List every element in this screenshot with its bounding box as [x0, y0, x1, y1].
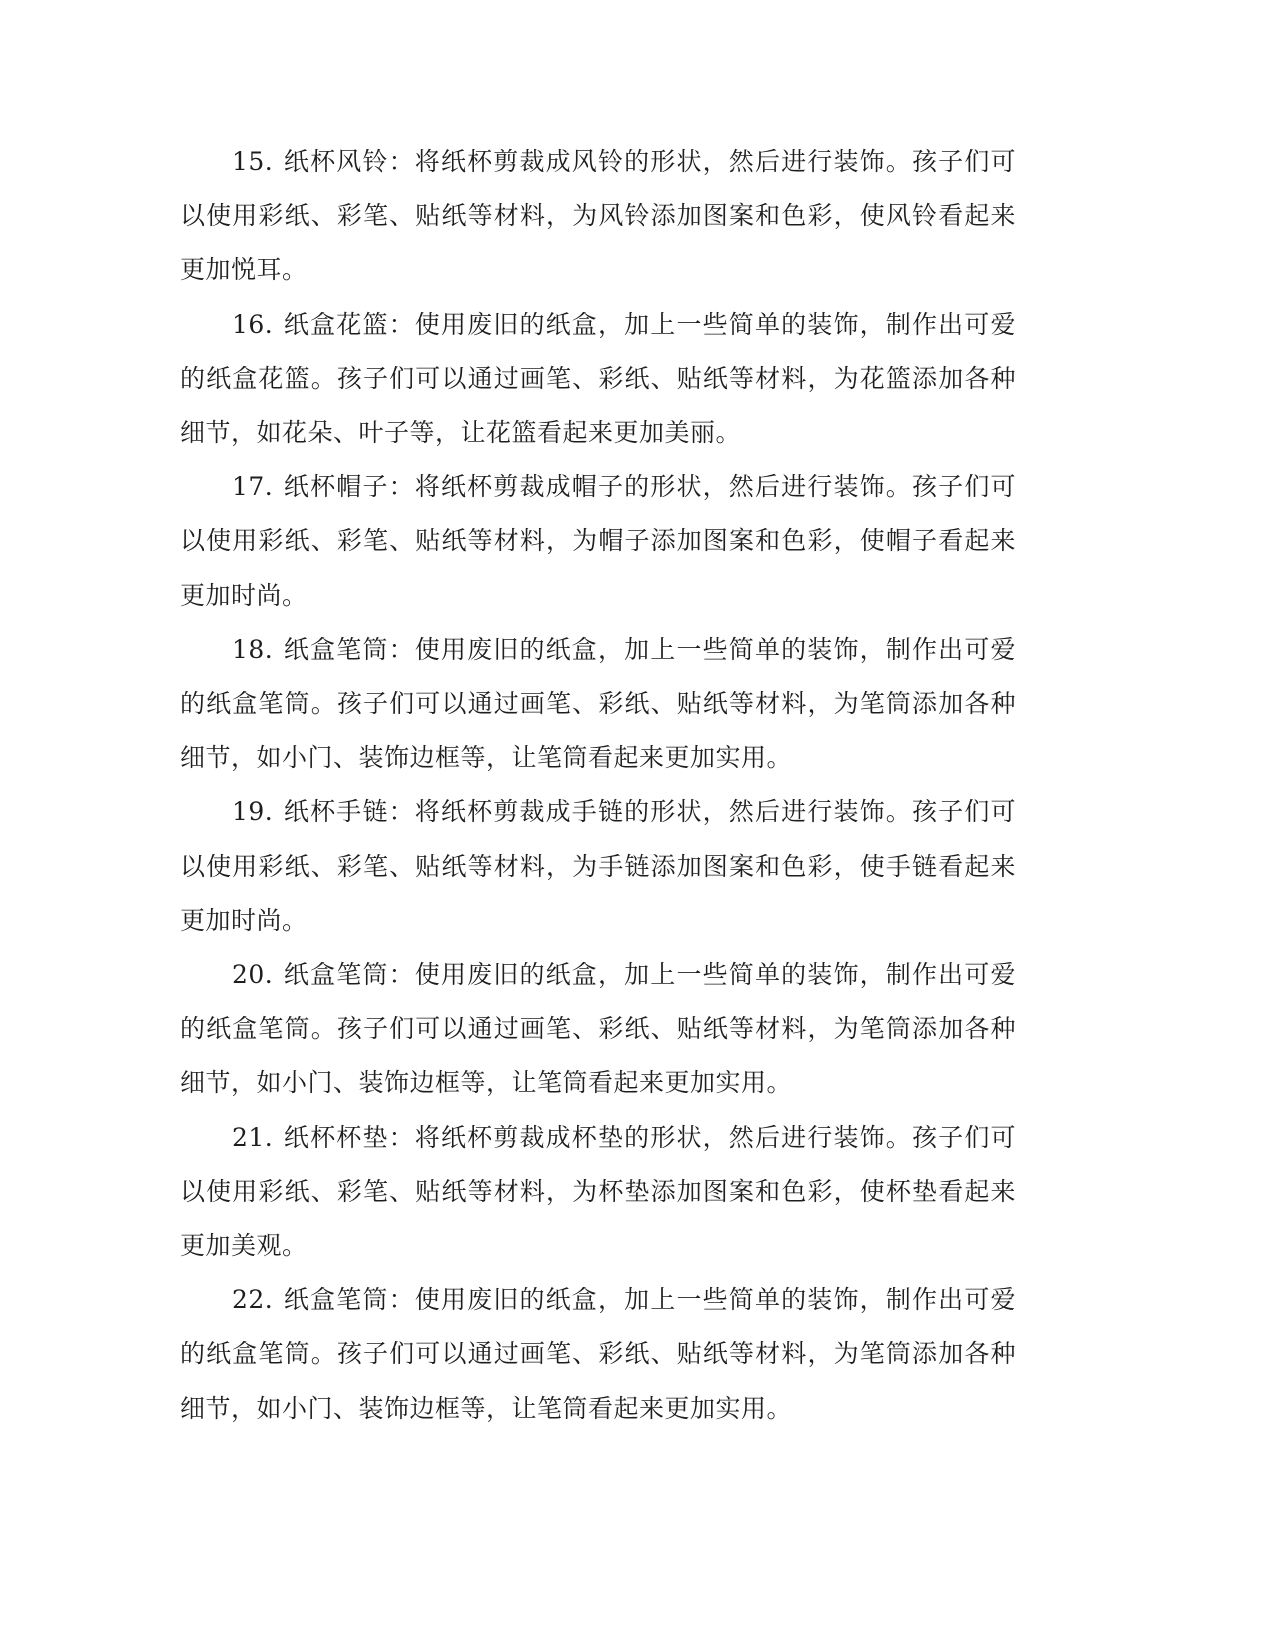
paragraph-number: 19.	[232, 797, 274, 827]
paragraph-20	[180, 948, 1016, 1111]
paragraph-number: 16.	[232, 309, 274, 339]
paragraph-text: 纸杯杯垫：将纸杯剪裁成杯垫的形状，然后进行装饰。孩子们可以使用彩纸、彩笔、贴纸等材料，为杯垫添加图案和色彩，使杯垫看起来更加美观。	[180, 1122, 1016, 1261]
paragraph-number: 20.	[232, 960, 274, 990]
paragraph-19	[180, 785, 1016, 948]
paragraph-22	[180, 1273, 1016, 1436]
paragraph-text: 纸盒笔筒：使用废旧的纸盒，加上一些简单的装饰，制作出可爱的纸盒笔筒。孩子们可以通过画笔、彩纸、贴纸等材料，为笔筒添加各种细节，如小门、装饰边框等，让笔筒看起来更加实用。	[180, 960, 1016, 1098]
paragraph-17	[180, 460, 1016, 623]
paragraph-text: 纸杯手链：将纸杯剪裁成手链的形状，然后进行装饰。孩子们可以使用彩纸、彩笔、贴纸等材料，为手链添加图案和色彩，使手链看起来更加时尚。	[180, 797, 1016, 935]
paragraph-18	[180, 623, 1016, 786]
paragraph-text: 纸杯帽子：将纸杯剪裁成帽子的形状，然后进行装饰。孩子们可以使用彩纸、彩笔、贴纸等材料，为帽子添加图案和色彩，使帽子看起来更加时尚。	[180, 472, 1016, 610]
paragraph-number: 18.	[232, 634, 274, 664]
paragraph-text: 纸盒笔筒：使用废旧的纸盒，加上一些简单的装饰，制作出可爱的纸盒笔筒。孩子们可以通过画笔、彩纸、贴纸等材料，为笔筒添加各种细节，如小门、装饰边框等，让笔筒看起来更加实用。	[180, 1285, 1016, 1423]
paragraph-number: 15.	[232, 147, 274, 176]
paragraph-number: 17.	[232, 472, 274, 502]
paragraph-number: 22.	[232, 1285, 274, 1315]
paragraph-16	[180, 298, 1016, 461]
paragraph-15	[180, 135, 1016, 298]
paragraph-21	[180, 1111, 1016, 1274]
paragraph-text: 纸盒笔筒：使用废旧的纸盒，加上一些简单的装饰，制作出可爱的纸盒笔筒。孩子们可以通过画笔、彩纸、贴纸等材料，为笔筒添加各种细节，如小门、装饰边框等，让笔筒看起来更加实用。	[180, 634, 1016, 773]
paragraph-text: 纸杯风铃：将纸杯剪裁成风铃的形状，然后进行装饰。孩子们可以使用彩纸、彩笔、贴纸等材料，为风铃添加图案和色彩，使风铃看起来更加悦耳。	[180, 147, 1016, 285]
paragraph-text: 纸盒花篮：使用废旧的纸盒，加上一些简单的装饰，制作出可爱的纸盒花篮。孩子们可以通过画笔、彩纸、贴纸等材料，为花篮添加各种细节，如花朵、叶子等，让花篮看起来更加美丽。	[180, 309, 1016, 448]
paragraph-number: 21.	[232, 1122, 274, 1152]
document-body	[180, 135, 1016, 1436]
